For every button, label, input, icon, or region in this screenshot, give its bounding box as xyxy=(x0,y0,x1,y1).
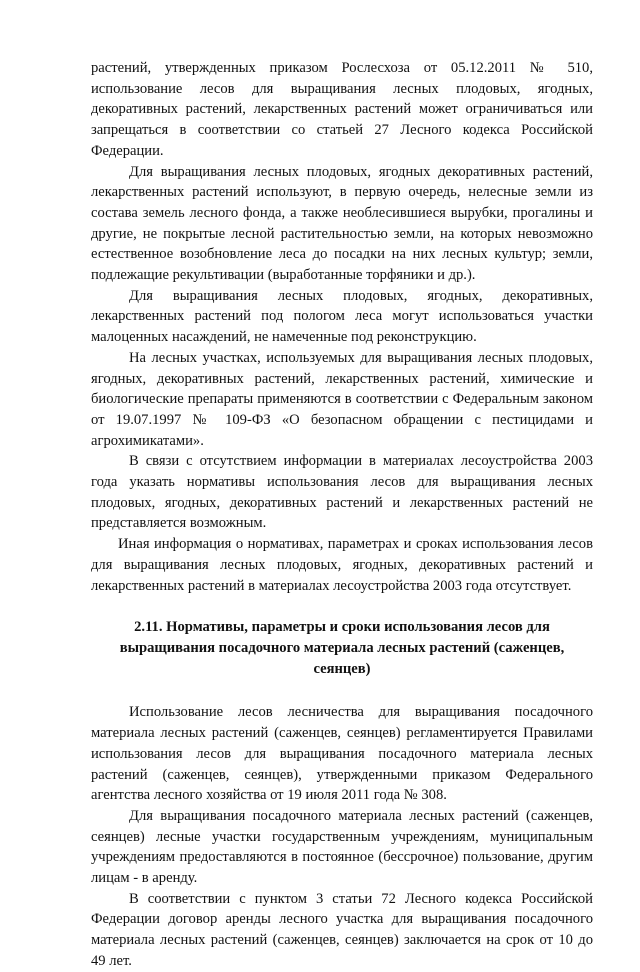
document-page xyxy=(91,58,593,972)
section-heading: 2.11. Нормативы, параметры и сроки использования лесов для выращивания посадочного материала лесных растений (саженцев, сеянцев) xyxy=(119,619,565,677)
paragraph-land-use: Для выращивания лесных плодовых, ягодных декоративных растений, лекарственных растений используют, в первую очередь, нелесные земли из состава земель лесного фонда, а также необлесившиеся вырубки, прогалины и другие, не покрытые лесной растительностью земли, на которых невозможно естественное возобновление леса до посадки на них лесных культур; земли, подлежащие рекультивации (выработанные торфяники и др.). xyxy=(91,163,593,284)
paragraph-continuation: растений, утвержденных приказом Рослесхоза от 05.12.2011 № 510, использование лесов для выращивания лесных плодовых, ягодных, декоративных растений, лекарственных растений может ограничиваться или запрещаться в соответствии со статьей 27 Лесного кодекса Российской Федерации. xyxy=(91,60,593,159)
paragraph-other-information: Иная информация о нормативах, параметрах и сроках использования лесов для выращивания лесных плодовых, ягодных, декоративных растений и лекарственных растений в материалах лесоустройства 2003 года отсутствует. xyxy=(91,536,593,594)
paragraph-under-canopy: Для выращивания лесных плодовых, ягодных, декоративных, лекарственных растений под пологом леса могут использоваться участки малоценных насаждений, не намеченные под реконструкцию. xyxy=(91,287,593,346)
paragraph-lease-term: В соответствии с пунктом 3 статьи 72 Лесного кодекса Российской Федерации договор аренды лесного участка для выращивания посадочного материала лесных растений (саженцев, сеянцев) заключается на срок от 10 до 49 лет. xyxy=(91,890,593,969)
paragraph-land-provision: Для выращивания посадочного материала лесных растений (саженцев, сеянцев) лесные участки государственным учреждениям, муниципальным учреждениям предоставляются в постоянное (бессрочное) пользование, другим лицам - в аренду. xyxy=(91,807,593,887)
paragraph-chemicals: На лесных участках, используемых для выращивания лесных плодовых, ягодных, декоративных растений, лекарственных растений, химические и биологические препараты применяются в соответствии с Федеральным законом от 19.07.1997 № 109-ФЗ «О безопасном обращении с пестицидами и агрохимикатами». xyxy=(91,349,593,449)
paragraph-regulation: Использование лесов лесничества для выращивания посадочного материала лесных растений (саженцев, сеянцев) регламентируется Правилами использования лесов для выращивания посадочного материала лесных растений (саженцев, сеянцев), утвержденными приказом Федерального агентства лесного хозяйства от 19 июля 2011 года № 308. xyxy=(91,704,593,804)
paragraph-no-information: В связи с отсутствием информации в материалах лесоустройства 2003 года указать нормативы использования лесов для выращивания лесных плодовых, ягодных, декоративных растений и лекарственных растений не представляется возможным. xyxy=(91,453,593,532)
